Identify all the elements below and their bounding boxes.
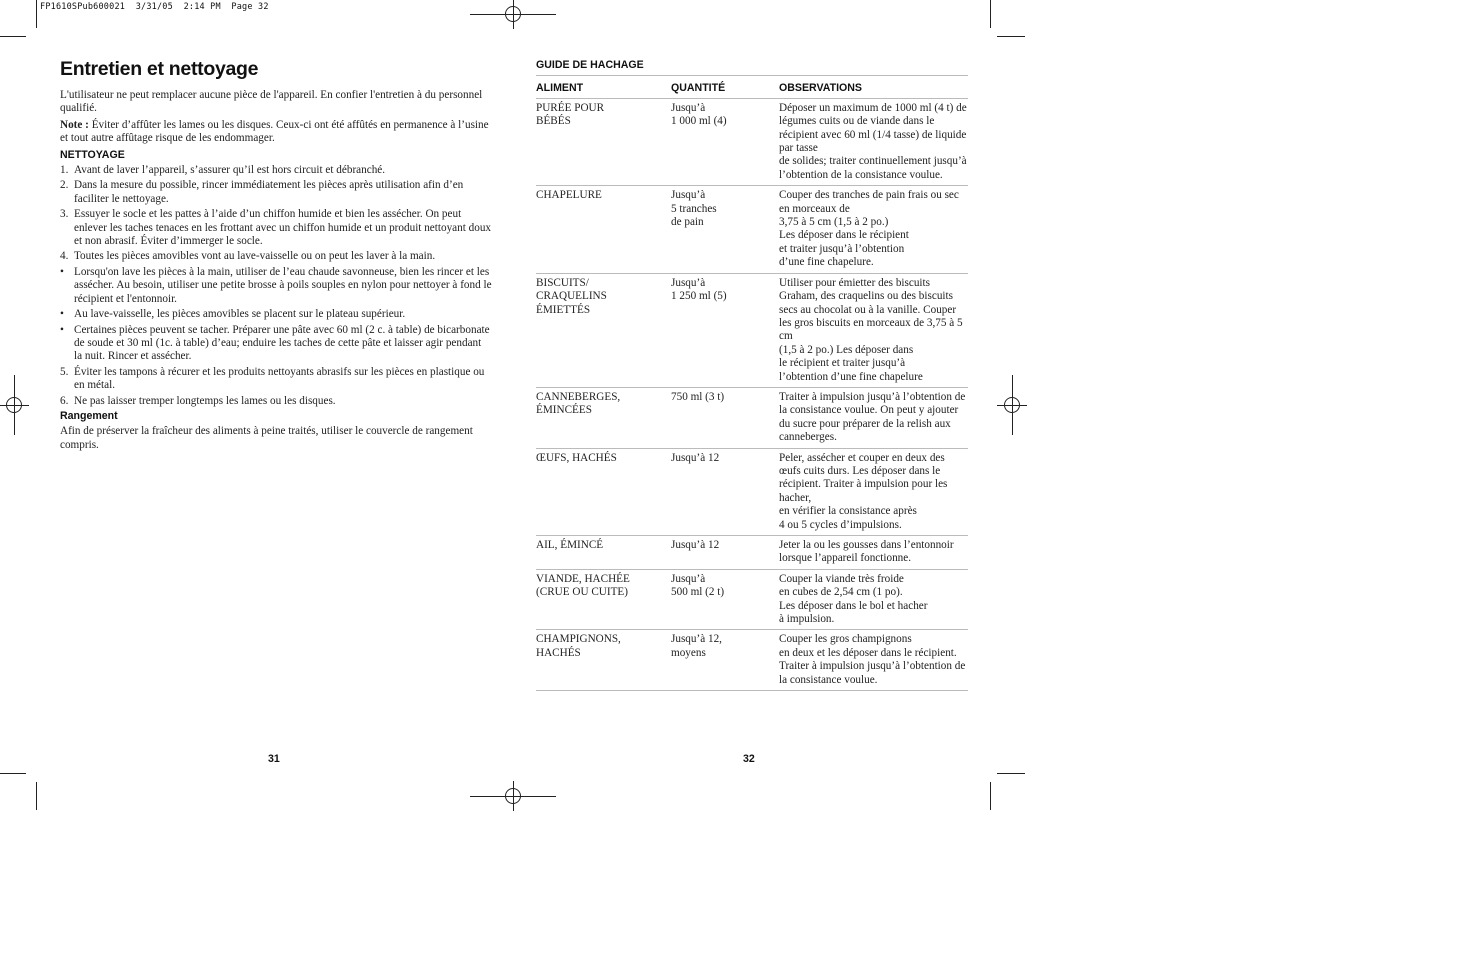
quantity-cell: Jusqu’à 1 000 ml (4) (671, 99, 779, 186)
observations-cell: Déposer un maximum de 1000 ml (4 t) de légumes cuits ou de viande dans le récipient avec 60 ml (1/4 tasse) de liquide par tasse de solides; traiter continuellement jusqu’à l’obtention de la consistance voulue. (779, 99, 968, 186)
cleaning-list-item (60, 208, 492, 248)
quantity-cell: Jusqu’à 500 ml (2 t) (671, 570, 779, 631)
list-item-text: Dans la mesure du possible, rincer immédiatement les pièces après utilisation afin d’en faciliter le nettoyage. (74, 179, 464, 205)
crop-mark (36, 782, 37, 810)
registration-mark-right (997, 390, 1027, 420)
crop-mark (36, 0, 37, 28)
list-item-text: Ne pas laisser tremper longtemps les lames ou les disques. (74, 394, 336, 407)
observations-cell: Jeter la ou les gousses dans l’entonnoir lorsque l’appareil fonctionne. (779, 536, 968, 570)
list-marker: 4. (60, 250, 69, 263)
list-marker: 5. (60, 365, 69, 378)
quantity-cell: Jusqu’à 1 250 ml (5) (671, 274, 779, 388)
list-marker: 3. (60, 208, 69, 221)
list-marker: • (60, 265, 64, 278)
cleaning-list-item (60, 164, 492, 177)
note-text: Éviter d’affûter les lames ou les disques. Ceux-ci ont été affûtés en permanence à l’usine et tout autre affûtage risque de les endommager. (60, 118, 489, 145)
quantity-cell: Jusqu’à 12 (671, 449, 779, 536)
crop-mark (997, 36, 1025, 37)
registration-mark-top (498, 0, 528, 29)
cleaning-list (60, 164, 492, 408)
quantity-cell: Jusqu’à 5 tranches de pain (671, 186, 779, 273)
print-slug: FP1610SPub600021 3/31/05 2:14 PM Page 32 (40, 2, 269, 12)
list-marker: • (60, 323, 64, 336)
left-page (60, 57, 492, 455)
cleaning-list-item (60, 324, 492, 364)
list-marker: 6. (60, 394, 69, 407)
storage-paragraph: Afin de préserver la fraîcheur des aliments à peine traités, utiliser le couvercle de rangement compris. (60, 425, 473, 451)
food-cell: BISCUITS/ CRAQUELINS ÉMIETTÉS (536, 274, 671, 388)
page-number-left: 31 (268, 753, 280, 765)
crop-mark (0, 36, 26, 37)
guide-title: GUIDE DE HACHAGE (536, 57, 968, 76)
chopping-guide-table (536, 76, 968, 691)
quantity-cell: 750 ml (3 t) (671, 388, 779, 449)
list-marker: 1. (60, 164, 69, 177)
crop-mark (990, 782, 991, 810)
list-item-text: Au lave-vaisselle, les pièces amovibles se placent sur le plateau supérieur. (74, 308, 406, 321)
food-cell: CANNEBERGES, ÉMINCÉES (536, 388, 671, 449)
observations-cell: Utiliser pour émietter des biscuits Graham, des craquelins ou des biscuits secs au chocolat ou à la vanille. Couper les gros biscuits en morceaux de 3,75 à 5 cm (1,5 à 2 po.) Les déposer dans le récipient et traiter jusqu’à l’obtention d’une fine chapelure (779, 274, 968, 388)
list-item-text: Certaines pièces peuvent se tacher. Préparer une pâte avec 60 ml (2 c. à table) de bicarbonate de soude et 30 ml (1c. à table) d’eau; enduire les taches de cette pâte et laisser agir pendant la nuit. Rincer et assécher. (74, 323, 490, 363)
quantity-cell: Jusqu’à 12 (671, 536, 779, 570)
observations-cell: Couper des tranches de pain frais ou sec en morceaux de 3,75 à 5 cm (1,5 à 2 po.) Les déposer dans le récipient et traiter jusqu’à l’obtention d’une fine chapelure. (779, 186, 968, 273)
list-marker: • (60, 308, 64, 321)
intro-paragraph: L'utilisateur ne peut remplacer aucune pièce de l'appareil. En confier l'entretien à du personnel qualifié. (60, 89, 483, 115)
crop-mark (990, 0, 991, 28)
column-header-food: ALIMENT (536, 76, 671, 98)
observations-cell: Traiter à impulsion jusqu’à l’obtention de la consistance voulue. On peut y ajouter du sucre pour préparer de la relish aux canneberges. (779, 388, 968, 449)
cleaning-heading: NETTOYAGE (60, 148, 125, 161)
cleaning-list-item (60, 266, 492, 306)
list-item-text: Éviter les tampons à récurer et les produits nettoyants abrasifs sur les pièces en plastique ou en métal. (74, 365, 485, 392)
storage-heading: Rangement (60, 409, 118, 422)
list-marker: 2. (60, 179, 69, 192)
food-cell: CHAMPIGNONS, HACHÉS (536, 630, 671, 691)
registration-mark-bottom (498, 781, 528, 811)
registration-mark-left (0, 390, 29, 420)
note-label: Note : (60, 118, 89, 131)
crop-mark (0, 773, 26, 774)
food-cell: AIL, ÉMINCÉ (536, 536, 671, 570)
cleaning-list-item (60, 308, 492, 321)
food-cell: ŒUFS, HACHÉS (536, 449, 671, 536)
food-cell: PURÉE POUR BÉBÉS (536, 99, 671, 186)
list-item-text: Toutes les pièces amovibles vont au lave-vaisselle ou on peut les laver à la main. (74, 250, 436, 263)
cleaning-list-item (60, 179, 492, 206)
list-item-text: Essuyer le socle et les pattes à l’aide d’un chiffon humide et bien les assécher. On peut enlever les taches tenaces en les frottant avec un chiffon humide et un produit nettoyant doux et non abrasif. Éviter d’immerger le socle. (74, 208, 492, 248)
column-header-observations: OBSERVATIONS (779, 76, 968, 98)
food-cell: CHAPELURE (536, 186, 671, 273)
cleaning-list-item (60, 395, 492, 408)
food-cell: VIANDE, HACHÉE (CRUE OU CUITE) (536, 570, 671, 631)
right-page (536, 57, 968, 691)
observations-cell: Peler, assécher et couper en deux des œufs cuits durs. Les déposer dans le récipient. Traiter à impulsion pour les hacher, en vérifier la consistance après 4 ou 5 cycles d’impulsions. (779, 449, 968, 536)
observations-cell: Couper les gros champignons en deux et les déposer dans le récipient. Traiter à impulsion jusqu’à l’obtention de la consistance voulue. (779, 630, 968, 691)
observations-cell: Couper la viande très froide en cubes de 2,54 cm (1 po). Les déposer dans le bol et hacher à impulsion. (779, 570, 968, 631)
list-item-text: Lorsqu'on lave les pièces à la main, utiliser de l’eau chaude savonneuse, bien les rincer et les assécher. Au besoin, utiliser une petite brosse à poils souples en nylon pour nettoyer à fond le récipient et l'entonnoir. (74, 265, 492, 305)
cleaning-list-item (60, 366, 492, 393)
cleaning-list-item (60, 250, 492, 263)
page-title: Entretien et nettoyage (60, 58, 259, 80)
quantity-cell: Jusqu’à 12, moyens (671, 630, 779, 691)
column-header-quantity: QUANTITÉ (671, 76, 779, 98)
note-paragraph (60, 119, 492, 146)
crop-mark (997, 773, 1025, 774)
page-number-right: 32 (743, 753, 755, 765)
list-item-text: Avant de laver l’appareil, s’assurer qu’il est hors circuit et débranché. (74, 164, 386, 177)
